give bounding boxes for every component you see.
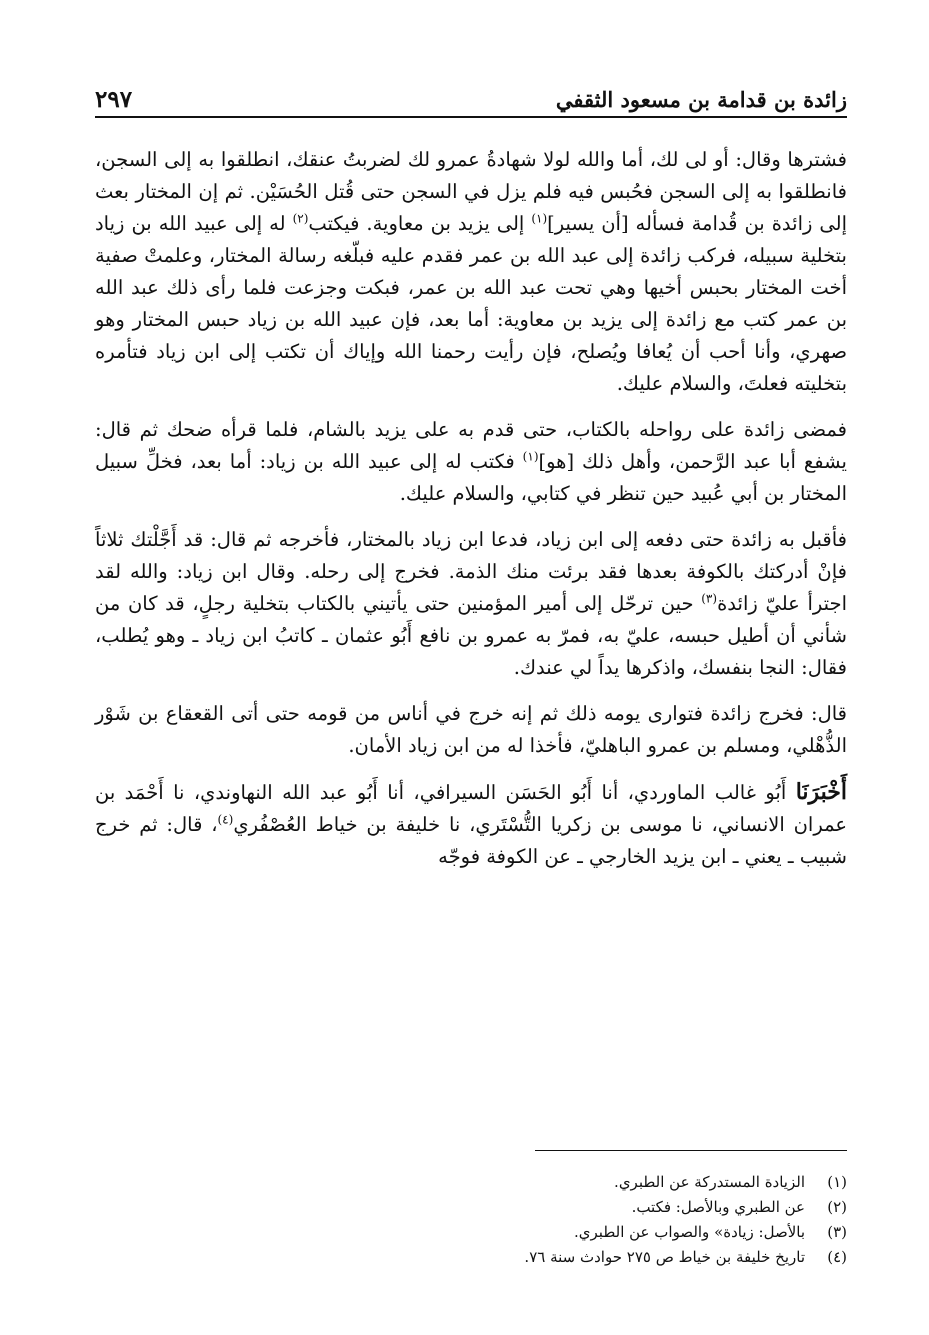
paragraph-text: فأقبل به زائدة حتى دفعه إلى ابن زياد، فدعا ابن زياد بالمختار، فأخرجه ثم قال: قد أَجَّلْتك ثلاثاً فإنْ أدركتك بالكوفة بعدها فقد برئت منك الذمة. فخرج إلى رحله. وقال ابن زياد: والله لقد اجترأ عليّ زائدة: [95, 528, 847, 615]
footnote-number: (٤): [827, 1248, 847, 1266]
footnote-ref: (٤): [217, 812, 234, 827]
paragraph-text: فكتب له إلى عبيد الله بن زياد: أما بعد، فخلِّ سبيل المختار بن أبي عُبيد حين تنظر في كتابي، والسلام عليك.: [95, 450, 847, 505]
paragraph-text: أَبُو غالب الماوردي، أنا أَبُو الحَسَن السيرافي، أنا أَبُو عبد الله النهاوندي، نا أَحْمَد بن عمران الانساني، نا موسى بن زكريا التُّسْتَري، نا خليفة بن خياط العُصْفُري: [95, 781, 847, 836]
footnote-text: بالأصل: زيادة» والصواب عن الطبري.: [574, 1223, 805, 1241]
paragraph-3: [95, 524, 847, 684]
paragraph-text: فشترها وقال: أو لى لك، أما والله لولا شهادةُ عمرو لك لضربتُ عنقك، انطلقوا به إلى السجن، فانطلقوا به إلى السجن فحُبس فيه فلم يزل في السجن حتى قُتل الحُسَيْن. ثم إن المختار بعث إلى زائدة بن قُدامة فسأله [أن يسير]: [95, 148, 848, 235]
paragraph-text: إلى يزيد بن معاوية. فيكتب: [308, 212, 525, 235]
paragraph-5: [95, 776, 847, 873]
footnote-number: (٣): [827, 1223, 847, 1241]
running-title: زائدة بن قدامة بن مسعود الثقفي: [555, 87, 847, 112]
footnote-3: [95, 1220, 847, 1245]
book-page: [95, 78, 847, 1308]
footnote-ref: (١): [531, 211, 548, 226]
footnotes: [95, 1170, 847, 1270]
paragraph-text: ، قال: ثم خرج شبيب ـ يعني ـ ابن يزيد الخارجي ـ عن الكوفة فوجّه: [95, 813, 847, 868]
footnote-ref: (٣): [701, 591, 718, 606]
paragraph-text: حين ترحّل إلى أمير المؤمنين حتى يأتيني بالكتاب بتخلية رجلٍ، قد كان من شأني أن أطيل حبسه، عليّ به، فمرّ به عمرو بن نافع أَبُو عثمان ـ كاتبُ ابن زياد ـ وهو يُطلب، فقال: النجا بنفسك، واذكرها يداً لي عندك.: [95, 592, 847, 679]
running-header: [95, 78, 847, 118]
paragraph-4: [95, 698, 847, 762]
paragraph-2: [95, 414, 847, 510]
paragraph-1: [95, 144, 847, 400]
footnote-2: [95, 1195, 847, 1220]
footnote-1: [95, 1170, 847, 1195]
paragraph-text: فمضى زائدة على رواحله بالكتاب، حتى قدم به على يزيد بالشام، فلما قرأه ضحك ثم قال: يشفع أبا عبد الرَّحمن، وأهل ذلك [هو]: [95, 418, 847, 473]
footnote-text: عن الطبري وبالأصل: فكتب.: [631, 1198, 805, 1216]
page-number: ٢٩٧: [95, 86, 133, 113]
body-text: [95, 144, 847, 873]
footnote-4: [95, 1245, 847, 1270]
paragraph-text: قال: فخرج زائدة فتوارى يومه ذلك ثم إنه خرج في أناس من قومه حتى أتى القعقاع بن شَوْر الذُّهْلي، ومسلم بن عمرو الباهليّ، فأخذا له من ابن زياد الأمان.: [95, 702, 847, 757]
footnote-number: (٢): [827, 1198, 847, 1216]
footnote-divider: [535, 1150, 847, 1151]
akhbarana-word: أَخْبَرَنَا: [795, 779, 848, 805]
footnote-text: تاريخ خليفة بن خياط ص ٢٧٥ حوادث سنة ٧٦.: [524, 1248, 805, 1266]
footnote-text: الزيادة المستدركة عن الطبري.: [614, 1173, 805, 1191]
footnote-ref: (٢): [292, 211, 309, 226]
footnote-number: (١): [827, 1173, 847, 1191]
paragraph-text: له إلى عبيد الله بن زياد بتخلية سبيله، فركب زائدة إلى عبد الله بن عمر فقدم عليه فبلّغه رسالة المختار، وعلمتْ صفية أخت المختار بحبس أخيها وهي تحت عبد الله بن عمر، فبكت وجزعت فلما رأى ذلك عبد الله بن عمر كتب مع زائدة إلى يزيد بن معاوية: أما بعد، فإن عبيد الله بن زياد حبس المختار وهو صهري، وأنا أحب أن يُعافا ويُصلح، فإن رأيت رحمنا الله وإياك أن تكتب إلى ابن زياد فتأمره بتخليته فعلتَ، والسلام عليك.: [95, 212, 847, 395]
footnote-ref: (١): [522, 449, 539, 464]
